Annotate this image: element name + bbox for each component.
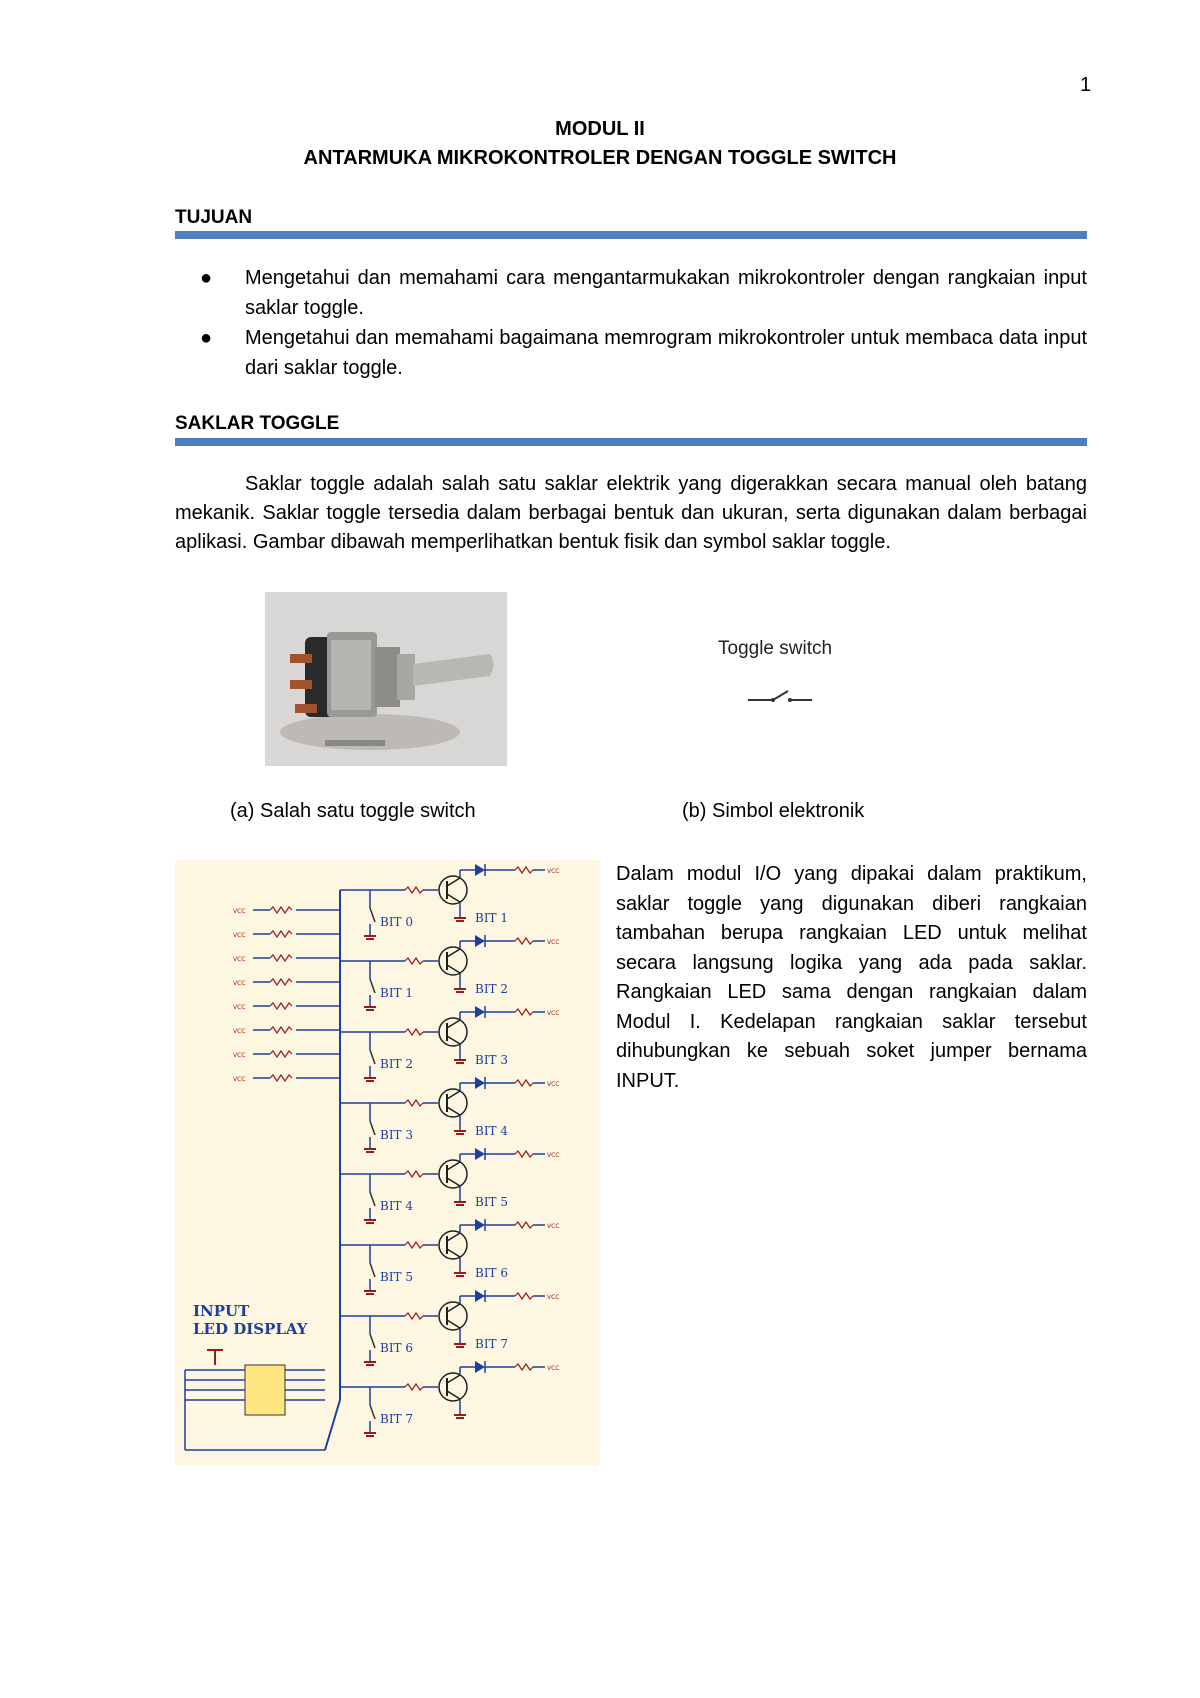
switch-bit-label: BIT 7 bbox=[380, 1412, 414, 1426]
schematic-title-1: INPUT bbox=[193, 1302, 250, 1320]
list-item-text: Mengetahui dan memahami cara mengantarmukakan mikrokontroler dengan rangkaian input saklar toggle. bbox=[245, 267, 1087, 319]
side-paragraph: Dalam modul I/O yang dipakai dalam praktikum, saklar toggle yang digunakan diberi rangkaian tambahan berupa rangkaian LED untuk melihat secara langsung logika yang ada pada saklar. Rangkaian LED sama dengan rangkaian dalam Modul I. Kedelapan rangkaian saklar tersebut dihubungkan ke sebuah soket jumper bernama INPUT. bbox=[616, 863, 1087, 1092]
vcc-label: VCC bbox=[233, 1004, 246, 1011]
section-heading-tujuan: TUJUAN bbox=[175, 207, 253, 228]
vcc-label: VCC bbox=[547, 1365, 560, 1372]
symbol-label: Toggle switch bbox=[718, 638, 833, 659]
list-item bbox=[200, 263, 1087, 323]
vcc-label: VCC bbox=[547, 868, 560, 875]
led-bit-label: BIT 6 bbox=[475, 1266, 509, 1280]
vcc-label: VCC bbox=[547, 1081, 560, 1088]
vcc-label: VCC bbox=[547, 1010, 560, 1017]
module-subtitle: ANTARMUKA MIKROKONTROLER DENGAN TOGGLE SWITCH bbox=[303, 147, 897, 169]
page-number: 1 bbox=[1080, 74, 1092, 96]
bullet-icon: ● bbox=[200, 267, 213, 289]
vcc-label: VCC bbox=[233, 932, 246, 939]
switch-bit-label: BIT 3 bbox=[380, 1128, 414, 1142]
section-heading-saklar: SAKLAR TOGGLE bbox=[175, 413, 340, 434]
switch-bit-label: BIT 6 bbox=[380, 1341, 414, 1355]
vcc-label: VCC bbox=[547, 939, 560, 946]
vcc-label: VCC bbox=[233, 1076, 246, 1083]
section-rule-saklar bbox=[175, 438, 1087, 446]
module-title: MODUL II bbox=[555, 118, 645, 140]
switch-bit-label: BIT 1 bbox=[380, 986, 414, 1000]
led-bit-label: BIT 5 bbox=[475, 1195, 509, 1209]
vcc-label: VCC bbox=[233, 1028, 246, 1035]
led-bit-label: BIT 7 bbox=[475, 1337, 509, 1351]
led-bit-label: BIT 2 bbox=[475, 982, 509, 996]
vcc-label: VCC bbox=[233, 1052, 246, 1059]
caption-a: (a) Salah satu toggle switch bbox=[230, 800, 476, 822]
section-rule-tujuan bbox=[175, 231, 1087, 239]
vcc-label: VCC bbox=[233, 908, 246, 915]
bullet-icon: ● bbox=[200, 327, 213, 349]
vcc-label: VCC bbox=[547, 1152, 560, 1159]
switch-bit-label: BIT 4 bbox=[380, 1199, 414, 1213]
led-bit-label: BIT 1 bbox=[475, 911, 509, 925]
body-paragraph: Saklar toggle adalah salah satu saklar elektrik yang digerakkan secara manual oleh batang mekanik. Saklar toggle tersedia dalam berbagai bentuk dan ukuran, serta digunakan dalam berbagai aplikasi. Gambar dibawah memperlihatkan bentuk fisik dan symbol saklar toggle. bbox=[175, 473, 1087, 553]
list-item bbox=[200, 323, 1087, 383]
vcc-label: VCC bbox=[233, 956, 246, 963]
toggle-switch-photo bbox=[265, 592, 507, 766]
vcc-label: VCC bbox=[233, 980, 246, 987]
led-bit-label: BIT 4 bbox=[475, 1124, 509, 1138]
caption-b: (b) Simbol elektronik bbox=[682, 800, 865, 822]
vcc-label: VCC bbox=[547, 1223, 560, 1230]
switch-bit-label: BIT 0 bbox=[380, 915, 414, 929]
led-bit-label: BIT 3 bbox=[475, 1053, 509, 1067]
tujuan-list bbox=[200, 263, 1087, 383]
switch-bit-label: BIT 2 bbox=[380, 1057, 414, 1071]
switch-bit-label: BIT 5 bbox=[380, 1270, 414, 1284]
list-item-text: Mengetahui dan memahami bagaimana memrogram mikrokontroler untuk membaca data input dari saklar toggle. bbox=[245, 327, 1087, 379]
schematic-title-2: LED DISPLAY bbox=[193, 1320, 308, 1338]
vcc-label: VCC bbox=[547, 1294, 560, 1301]
toggle-switch-symbol-icon bbox=[748, 688, 812, 708]
input-led-schematic bbox=[175, 860, 600, 1465]
